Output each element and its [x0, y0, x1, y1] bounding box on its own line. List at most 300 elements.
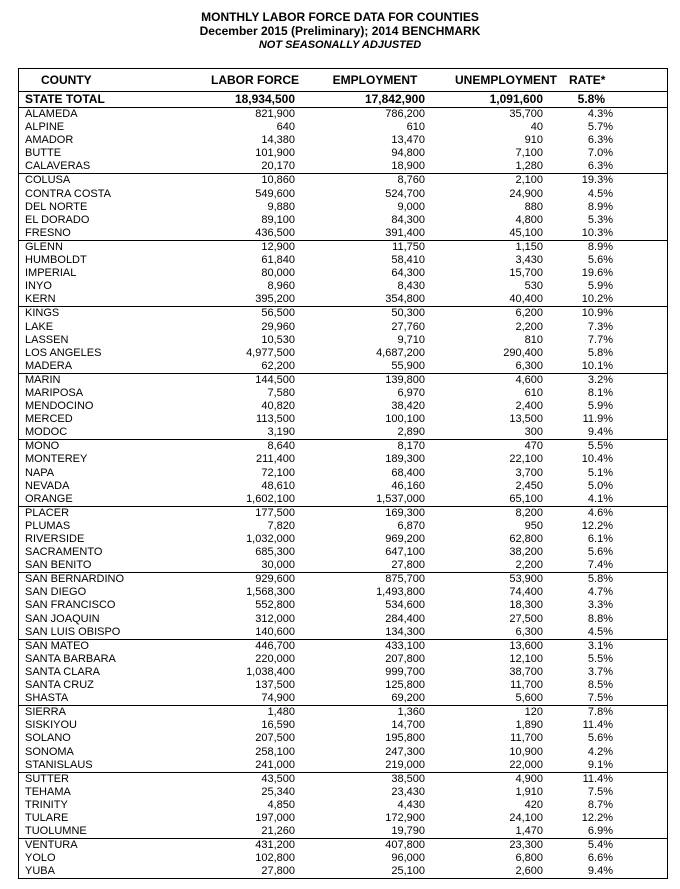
- labor-force-cell: 72,100: [261, 466, 295, 479]
- rate-cell: 5.5%: [587, 652, 613, 665]
- table-row: [19, 640, 667, 653]
- employment-cell: 19,790: [391, 825, 425, 838]
- unemployment-cell: 470: [524, 440, 543, 453]
- unemployment-cell: 65,100: [509, 492, 543, 505]
- county-name-cell: SAN MATEO: [25, 639, 89, 652]
- table-row: [19, 799, 667, 812]
- labor-force-cell: 29,960: [261, 320, 295, 333]
- county-name-cell: FRESNO: [25, 226, 71, 239]
- table-row: [19, 626, 667, 640]
- table-row: [19, 174, 667, 187]
- table-row: [19, 321, 667, 334]
- report-header: [0, 10, 680, 52]
- employment-cell: 68,400: [391, 466, 425, 479]
- table-row: [19, 692, 667, 706]
- county-name-cell: STANISLAUS: [25, 758, 93, 771]
- labor-force-cell: 61,840: [261, 254, 295, 267]
- rate-cell: 5.8%: [587, 346, 613, 359]
- county-name-cell: KERN: [25, 293, 56, 306]
- employment-cell: 64,300: [391, 267, 425, 280]
- employment-cell: 11,750: [392, 240, 425, 253]
- table-row: [19, 426, 667, 440]
- county-name-cell: SACRAMENTO: [25, 546, 103, 559]
- table-row: [19, 293, 667, 307]
- county-name-cell: SAN DIEGO: [25, 586, 87, 599]
- unemployment-cell: 11,700: [510, 732, 543, 745]
- county-name-cell: KINGS: [25, 307, 60, 320]
- employment-cell: 647,100: [385, 546, 425, 559]
- county-name-cell: GLENN: [25, 240, 63, 253]
- employment-cell: 433,100: [385, 639, 425, 652]
- rate-cell: 3.7%: [587, 665, 613, 678]
- labor-force-cell: 16,590: [261, 719, 295, 732]
- rate-cell: 7.4%: [587, 559, 613, 572]
- unemployment-cell: 120: [524, 706, 543, 719]
- employment-cell: 2,890: [397, 426, 425, 439]
- unemployment-cell: 1,280: [515, 160, 543, 173]
- labor-force-cell: 140,600: [255, 625, 295, 638]
- table-row: [19, 134, 667, 147]
- labor-force-cell: 552,800: [255, 599, 295, 612]
- rate-cell: 10.2%: [581, 293, 613, 306]
- table-row: [19, 852, 667, 865]
- rate-cell: 19.6%: [581, 267, 613, 280]
- unemployment-cell: 40: [530, 121, 543, 134]
- employment-cell: 8,170: [397, 440, 425, 453]
- employment-cell: 38,420: [391, 400, 425, 413]
- unemployment-cell: 13,600: [509, 639, 543, 652]
- rate-cell: 5.9%: [587, 400, 613, 413]
- table-row: [19, 241, 667, 254]
- unemployment-cell: 3,700: [515, 466, 543, 479]
- unemployment-cell: 7,100: [515, 147, 543, 160]
- employment-cell: 6,970: [397, 386, 425, 399]
- employment-cell: 84,300: [391, 213, 425, 226]
- employment-cell: 172,900: [385, 811, 425, 824]
- state-total-employment: 17,842,900: [364, 92, 425, 106]
- employment-cell: 8,430: [397, 280, 425, 293]
- rate-cell: 7.0%: [587, 147, 613, 160]
- rate-cell: 10.4%: [581, 453, 613, 466]
- county-name-cell: MONO: [25, 440, 60, 453]
- county-name-cell: YOLO: [25, 852, 56, 865]
- employment-cell: 1,493,800: [376, 586, 425, 599]
- labor-force-cell: 431,200: [255, 839, 295, 852]
- unemployment-cell: 1,910: [515, 785, 543, 798]
- labor-force-cell: 549,600: [255, 187, 295, 200]
- unemployment-cell: 4,800: [515, 213, 543, 226]
- labor-force-cell: 436,500: [255, 226, 295, 239]
- rate-cell: 8.9%: [587, 240, 613, 253]
- labor-force-cell: 640: [276, 121, 295, 134]
- unemployment-cell: 15,700: [509, 267, 543, 280]
- rate-cell: 10.9%: [581, 307, 613, 320]
- county-name-cell: INYO: [25, 280, 52, 293]
- employment-cell: 125,800: [385, 679, 425, 692]
- rate-cell: 10.3%: [581, 226, 613, 239]
- county-name-cell: MENDOCINO: [25, 400, 94, 413]
- unemployment-cell: 12,100: [509, 652, 543, 665]
- table-row: [19, 188, 667, 201]
- table-row: [19, 732, 667, 745]
- table-row: [19, 440, 667, 453]
- unemployment-cell: 23,300: [509, 839, 543, 852]
- labor-force-cell: 14,380: [261, 134, 295, 147]
- report-subtitle: December 2015 (Preliminary); 2014 BENCHMARK: [199, 24, 481, 38]
- rate-cell: 4.5%: [587, 187, 613, 200]
- unemployment-cell: 8,200: [515, 506, 543, 519]
- rate-cell: 11.4%: [582, 719, 613, 732]
- county-name-cell: LAKE: [25, 320, 54, 333]
- unemployment-cell: 4,600: [515, 373, 543, 386]
- employment-cell: 8,760: [397, 174, 425, 187]
- rate-cell: 5.4%: [587, 839, 613, 852]
- table-row: [19, 653, 667, 666]
- state-total-unemployment: 1,091,600: [489, 92, 543, 106]
- table-row: [19, 812, 667, 825]
- rate-cell: 19.3%: [581, 174, 613, 187]
- labor-force-cell: 1,032,000: [246, 533, 295, 545]
- labor-force-cell: 89,100: [261, 213, 295, 226]
- table-row: [19, 360, 667, 374]
- labor-force-cell: 197,000: [255, 811, 295, 824]
- employment-cell: 4,430: [397, 798, 425, 811]
- employment-cell: 189,300: [385, 453, 425, 466]
- unemployment-cell: 950: [524, 519, 543, 532]
- unemployment-cell: 40,400: [509, 293, 543, 306]
- employment-cell: 195,800: [385, 732, 425, 745]
- county-name-cell: SONOMA: [25, 745, 74, 758]
- rate-cell: 7.5%: [587, 692, 613, 705]
- unemployment-cell: 1,470: [515, 825, 543, 838]
- labor-force-cell: 48,610: [261, 479, 295, 492]
- unemployment-cell: 2,600: [515, 865, 543, 878]
- table-row: [19, 400, 667, 413]
- employment-cell: 18,900: [391, 160, 425, 173]
- county-name-cell: NEVADA: [25, 479, 70, 492]
- employment-cell: 9,000: [397, 200, 425, 213]
- unemployment-cell: 45,100: [509, 226, 543, 239]
- county-name-cell: MONTEREY: [25, 453, 88, 466]
- table-row: [19, 480, 667, 493]
- labor-force-cell: 21,260: [261, 825, 295, 838]
- employment-cell: 1,537,000: [376, 492, 425, 505]
- rate-cell: 5.1%: [587, 466, 613, 479]
- labor-force-cell: 62,200: [261, 359, 295, 372]
- county-name-cell: TRINITY: [25, 798, 68, 811]
- state-total-label: STATE TOTAL: [25, 92, 105, 106]
- employment-cell: 58,410: [391, 254, 425, 267]
- labor-force-cell: 1,602,100: [246, 492, 295, 505]
- rate-cell: 7.8%: [587, 706, 613, 719]
- table-row: [19, 666, 667, 679]
- report-title: MONTHLY LABOR FORCE DATA FOR COUNTIES: [201, 10, 479, 24]
- labor-force-cell: 211,400: [256, 453, 295, 466]
- table-row: [19, 147, 667, 160]
- labor-force-cell: 10,530: [261, 333, 295, 346]
- county-name-cell: RIVERSIDE: [25, 533, 85, 545]
- employment-cell: 524,700: [385, 187, 425, 200]
- employment-cell: 96,000: [391, 852, 425, 865]
- unemployment-cell: 2,450: [515, 479, 543, 492]
- labor-force-cell: 7,580: [267, 386, 295, 399]
- employment-cell: 69,200: [391, 692, 425, 705]
- employment-cell: 94,800: [391, 147, 425, 160]
- rate-cell: 6.3%: [587, 160, 613, 173]
- rate-cell: 6.9%: [587, 825, 613, 838]
- county-name-cell: SAN BENITO: [25, 559, 92, 572]
- unemployment-cell: 18,300: [509, 599, 543, 612]
- table-row: [19, 559, 667, 573]
- employment-cell: 610: [406, 121, 425, 134]
- table-row: [19, 613, 667, 626]
- labor-force-cell: 3,190: [267, 426, 295, 439]
- labor-force-cell: 821,900: [255, 108, 295, 120]
- unemployment-cell: 3,430: [515, 254, 543, 267]
- employment-cell: 247,300: [385, 745, 425, 758]
- county-name-cell: SANTA CRUZ: [25, 679, 94, 692]
- column-header-labor-force: LABOR FORCE: [211, 73, 299, 87]
- county-name-cell: VENTURA: [25, 839, 78, 852]
- rate-cell: 12.2%: [581, 519, 613, 532]
- labor-force-cell: 102,800: [255, 852, 295, 865]
- unemployment-cell: 2,200: [515, 559, 543, 572]
- table-row: [19, 267, 667, 280]
- employment-cell: 534,600: [385, 599, 425, 612]
- unemployment-cell: 1,890: [515, 719, 543, 732]
- employment-cell: 875,700: [385, 573, 425, 586]
- employment-cell: 27,760: [391, 320, 425, 333]
- labor-force-cell: 56,500: [261, 307, 295, 320]
- employment-cell: 46,160: [391, 479, 425, 492]
- employment-cell: 14,700: [391, 719, 425, 732]
- county-name-cell: CONTRA COSTA: [25, 187, 111, 200]
- employment-cell: 219,000: [385, 758, 425, 771]
- employment-cell: 25,100: [391, 865, 425, 878]
- table-header-row: [19, 69, 667, 92]
- labor-force-cell: 43,500: [261, 772, 295, 785]
- county-name-cell: SAN JOAQUIN: [25, 612, 100, 625]
- unemployment-cell: 53,900: [509, 573, 543, 586]
- county-name-cell: MODOC: [25, 426, 68, 439]
- county-name-cell: COLUSA: [25, 174, 71, 187]
- labor-force-cell: 312,000: [255, 612, 295, 625]
- rate-cell: 5.5%: [587, 440, 613, 453]
- rate-cell: 5.6%: [587, 732, 613, 745]
- unemployment-cell: 300: [524, 426, 543, 439]
- county-name-cell: TULARE: [25, 811, 69, 824]
- employment-cell: 27,800: [391, 559, 425, 572]
- table-row: [19, 374, 667, 387]
- county-name-cell: MADERA: [25, 359, 73, 372]
- rate-cell: 12.2%: [581, 811, 613, 824]
- unemployment-cell: 1,150: [515, 240, 543, 253]
- table-row: [19, 387, 667, 400]
- rate-cell: 7.3%: [587, 320, 613, 333]
- county-name-cell: IMPERIAL: [25, 267, 77, 280]
- county-name-cell: SAN FRANCISCO: [25, 599, 116, 612]
- county-name-cell: MARIN: [25, 373, 61, 386]
- labor-force-cell: 4,850: [267, 798, 295, 811]
- table-row: [19, 546, 667, 559]
- rate-cell: 7.7%: [587, 333, 613, 346]
- county-rows: [19, 108, 667, 878]
- unemployment-cell: 27,500: [509, 612, 543, 625]
- county-name-cell: SIERRA: [25, 706, 66, 719]
- county-name-cell: SANTA BARBARA: [25, 652, 116, 665]
- rate-cell: 6.6%: [587, 852, 613, 865]
- table-row: [19, 254, 667, 267]
- labor-force-cell: 144,500: [255, 373, 295, 386]
- employment-cell: 134,300: [385, 625, 425, 638]
- labor-force-cell: 74,900: [261, 692, 295, 705]
- table-row: [19, 586, 667, 599]
- table-row: [19, 507, 667, 520]
- employment-cell: 55,900: [391, 359, 425, 372]
- table-row: [19, 706, 667, 719]
- rate-cell: 7.5%: [587, 785, 613, 798]
- employment-cell: 4,687,200: [376, 346, 425, 359]
- unemployment-cell: 22,000: [509, 758, 543, 771]
- labor-force-cell: 40,820: [261, 400, 295, 413]
- table-row: [19, 679, 667, 692]
- labor-force-table: [18, 68, 668, 879]
- unemployment-cell: 6,200: [515, 307, 543, 320]
- county-name-cell: ALAMEDA: [25, 108, 78, 120]
- unemployment-cell: 6,300: [515, 625, 543, 638]
- rate-cell: 5.6%: [587, 254, 613, 267]
- table-row: [19, 533, 667, 546]
- state-total-rate: 5.8%: [577, 92, 605, 106]
- table-row: [19, 307, 667, 320]
- table-row: [19, 453, 667, 466]
- table-row: [19, 573, 667, 586]
- rate-cell: 8.5%: [587, 679, 613, 692]
- employment-cell: 6,870: [397, 519, 425, 532]
- rate-cell: 9.1%: [587, 758, 613, 771]
- employment-cell: 207,800: [385, 652, 425, 665]
- county-name-cell: TUOLUMNE: [25, 825, 87, 838]
- table-row: [19, 719, 667, 732]
- county-name-cell: SUTTER: [25, 772, 69, 785]
- employment-cell: 1,360: [397, 706, 425, 719]
- county-name-cell: MARIPOSA: [25, 386, 84, 399]
- unemployment-cell: 38,200: [509, 546, 543, 559]
- state-total-labor-force: 18,934,500: [234, 92, 295, 106]
- unemployment-cell: 2,200: [515, 320, 543, 333]
- unemployment-cell: 290,400: [503, 346, 543, 359]
- unemployment-cell: 610: [524, 386, 543, 399]
- rate-cell: 5.8%: [587, 573, 613, 586]
- rate-cell: 8.9%: [587, 200, 613, 213]
- employment-cell: 100,100: [385, 413, 425, 426]
- rate-cell: 8.7%: [587, 798, 613, 811]
- county-name-cell: SAN BERNARDINO: [25, 573, 125, 586]
- table-row: [19, 121, 667, 134]
- unemployment-cell: 6,300: [515, 359, 543, 372]
- labor-force-cell: 241,000: [255, 758, 295, 771]
- county-name-cell: SAN LUIS OBISPO: [25, 625, 121, 638]
- labor-force-cell: 10,860: [261, 174, 295, 187]
- table-row: [19, 227, 667, 241]
- table-row: [19, 413, 667, 426]
- labor-force-cell: 929,600: [255, 573, 295, 586]
- table-row: [19, 160, 667, 174]
- labor-force-cell: 25,340: [261, 785, 295, 798]
- labor-force-cell: 207,500: [255, 732, 295, 745]
- report-note: NOT SEASONALLY ADJUSTED: [258, 39, 422, 51]
- table-row: [19, 108, 667, 121]
- unemployment-cell: 24,900: [509, 187, 543, 200]
- column-header-rate: RATE*: [569, 73, 606, 87]
- employment-cell: 139,800: [385, 373, 425, 386]
- state-total-row: [19, 92, 667, 108]
- employment-cell: 50,300: [391, 307, 425, 320]
- labor-force-cell: 258,100: [255, 745, 295, 758]
- county-name-cell: LOS ANGELES: [25, 346, 102, 359]
- unemployment-cell: 6,800: [515, 852, 543, 865]
- labor-force-cell: 8,960: [267, 280, 295, 293]
- employment-cell: 999,700: [385, 665, 425, 678]
- table-row: [19, 280, 667, 293]
- rate-cell: 9.4%: [587, 865, 613, 878]
- rate-cell: 6.3%: [587, 134, 613, 147]
- labor-force-cell: 177,500: [255, 506, 295, 519]
- unemployment-cell: 880: [524, 200, 543, 213]
- labor-force-cell: 30,000: [261, 559, 295, 572]
- rate-cell: 3.1%: [587, 639, 613, 652]
- county-name-cell: SHASTA: [25, 692, 69, 705]
- employment-cell: 391,400: [385, 226, 425, 239]
- labor-force-cell: 8,640: [267, 440, 295, 453]
- rate-cell: 5.6%: [587, 546, 613, 559]
- employment-cell: 23,430: [391, 785, 425, 798]
- county-name-cell: EL DORADO: [25, 213, 90, 226]
- labor-force-cell: 685,300: [255, 546, 295, 559]
- column-header-employment: EMPLOYMENT: [332, 73, 418, 87]
- labor-force-cell: 446,700: [255, 639, 295, 652]
- county-name-cell: SANTA CLARA: [25, 665, 100, 678]
- unemployment-cell: 35,700: [509, 108, 543, 120]
- labor-force-cell: 1,480: [267, 706, 295, 719]
- unemployment-cell: 74,400: [509, 586, 543, 599]
- labor-force-cell: 101,900: [255, 147, 295, 160]
- rate-cell: 4.1%: [587, 492, 613, 505]
- rate-cell: 5.0%: [587, 479, 613, 492]
- labor-force-cell: 137,500: [255, 679, 295, 692]
- labor-force-cell: 220,000: [255, 652, 295, 665]
- unemployment-cell: 38,700: [509, 665, 543, 678]
- rate-cell: 5.9%: [587, 280, 613, 293]
- unemployment-cell: 810: [524, 333, 543, 346]
- unemployment-cell: 530: [524, 280, 543, 293]
- labor-force-cell: 7,820: [267, 519, 295, 532]
- table-row: [19, 214, 667, 227]
- employment-cell: 969,200: [385, 533, 425, 545]
- rate-cell: 3.3%: [587, 599, 613, 612]
- county-name-cell: LASSEN: [25, 333, 69, 346]
- unemployment-cell: 4,900: [515, 772, 543, 785]
- rate-cell: 11.9%: [582, 413, 613, 426]
- unemployment-cell: 13,500: [509, 413, 543, 426]
- employment-cell: 407,800: [385, 839, 425, 852]
- county-name-cell: DEL NORTE: [25, 200, 88, 213]
- table-row: [19, 825, 667, 839]
- rate-cell: 3.2%: [587, 373, 613, 386]
- county-name-cell: TEHAMA: [25, 785, 71, 798]
- county-name-cell: SISKIYOU: [25, 719, 77, 732]
- labor-force-cell: 1,038,400: [246, 665, 295, 678]
